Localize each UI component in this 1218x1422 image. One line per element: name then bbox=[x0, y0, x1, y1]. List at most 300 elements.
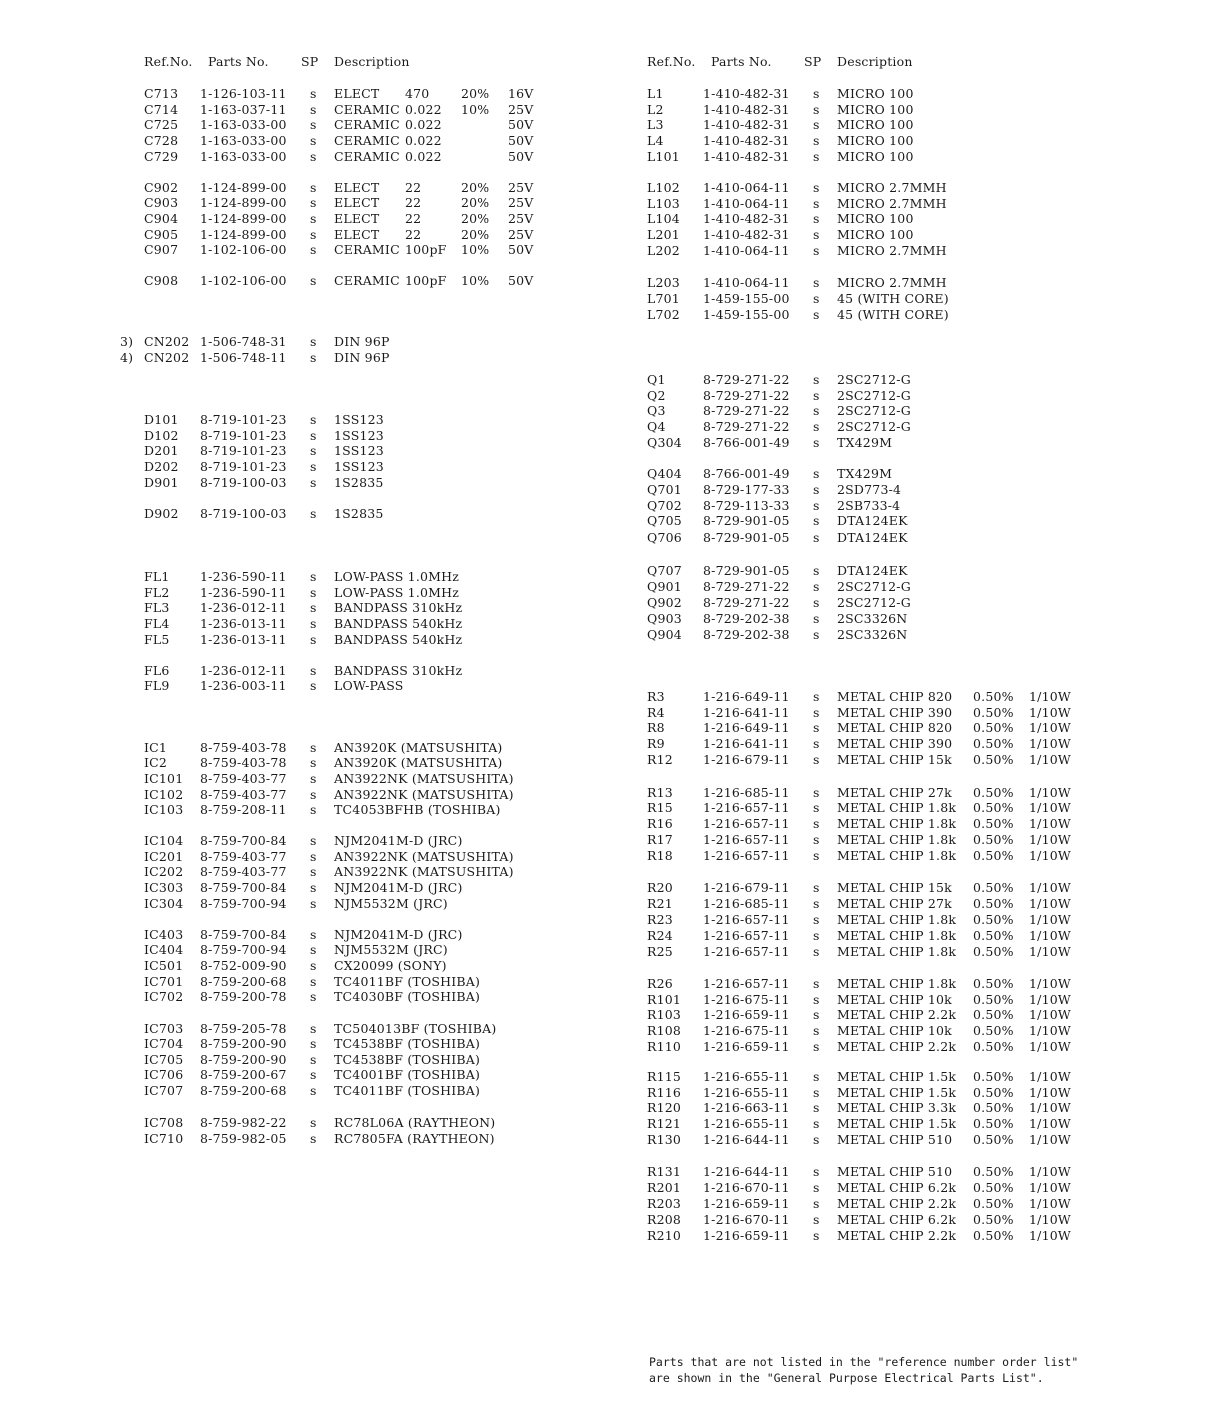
cell-sp: s bbox=[310, 133, 317, 148]
cell-v3: 16V bbox=[508, 86, 534, 101]
cell-pre: 3) bbox=[120, 334, 134, 349]
cell-part: 1-216-685-11 bbox=[703, 785, 790, 800]
cell-sp: s bbox=[813, 149, 820, 164]
cell-sp: s bbox=[310, 1083, 317, 1098]
cell-sp: s bbox=[310, 663, 317, 678]
cell-v1: 470 bbox=[405, 86, 430, 101]
cell-desc: 2SC2712-G bbox=[837, 372, 911, 387]
cell-sp: s bbox=[813, 275, 820, 290]
cell-sp: s bbox=[310, 211, 317, 226]
cell-desc: METAL CHIP 15k bbox=[837, 880, 952, 895]
cell-part: 1-216-657-11 bbox=[703, 816, 790, 831]
cell-ref: L4 bbox=[647, 133, 664, 148]
cell-desc: METAL CHIP 1.8k bbox=[837, 928, 957, 943]
cell-desc: MICRO 100 bbox=[837, 211, 914, 226]
cell-sp: s bbox=[813, 419, 820, 434]
cell-ref: R3 bbox=[647, 689, 665, 704]
cell-ref: C729 bbox=[144, 149, 179, 164]
parts-list-note bbox=[649, 1354, 1169, 1386]
note-line-1: Parts that are not listed in the "reference number order list" bbox=[649, 1355, 1079, 1369]
cell-sp: s bbox=[813, 800, 820, 815]
cell-watt: 1/10W bbox=[1029, 720, 1071, 735]
cell-ref: R110 bbox=[647, 1039, 682, 1054]
cell-watt: 1/10W bbox=[1029, 1228, 1071, 1243]
cell-desc: CERAMIC bbox=[334, 149, 400, 164]
cell-part: 1-216-670-11 bbox=[703, 1212, 790, 1227]
cell-tol: 0.50% bbox=[973, 1023, 1014, 1038]
cell-ref: D101 bbox=[144, 412, 179, 427]
cell-ref: C908 bbox=[144, 273, 179, 288]
cell-ref: L104 bbox=[647, 211, 680, 226]
left-header-parts: Parts No. bbox=[208, 54, 269, 69]
cell-v2: 20% bbox=[461, 227, 490, 242]
cell-tol: 0.50% bbox=[973, 912, 1014, 927]
cell-desc: TC504013BF (TOSHIBA) bbox=[334, 1021, 497, 1036]
cell-part: 8-719-101-23 bbox=[200, 443, 287, 458]
cell-tol: 0.50% bbox=[973, 1132, 1014, 1147]
cell-ref: L103 bbox=[647, 196, 680, 211]
cell-sp: s bbox=[310, 195, 317, 210]
cell-ref: R121 bbox=[647, 1116, 682, 1131]
cell-ref: R108 bbox=[647, 1023, 682, 1038]
cell-part: 8-759-403-77 bbox=[200, 864, 287, 879]
cell-desc: 2SD773-4 bbox=[837, 482, 902, 497]
cell-ref: R17 bbox=[647, 832, 673, 847]
cell-part: 1-216-655-11 bbox=[703, 1069, 790, 1084]
cell-desc: MICRO 2.7MMH bbox=[837, 243, 947, 258]
cell-part: 1-216-655-11 bbox=[703, 1116, 790, 1131]
cell-watt: 1/10W bbox=[1029, 848, 1071, 863]
cell-ref: R130 bbox=[647, 1132, 682, 1147]
cell-desc: MICRO 2.7MMH bbox=[837, 275, 947, 290]
cell-part: 8-759-200-67 bbox=[200, 1067, 287, 1082]
cell-sp: s bbox=[310, 600, 317, 615]
cell-sp: s bbox=[813, 482, 820, 497]
cell-watt: 1/10W bbox=[1029, 1039, 1071, 1054]
cell-ref: IC101 bbox=[144, 771, 184, 786]
cell-part: 1-410-482-31 bbox=[703, 86, 790, 101]
cell-sp: s bbox=[310, 350, 317, 365]
cell-desc: 2SC2712-G bbox=[837, 388, 911, 403]
cell-desc: RC78L06A (RAYTHEON) bbox=[334, 1115, 496, 1130]
cell-sp: s bbox=[813, 530, 820, 545]
cell-part: 1-216-657-11 bbox=[703, 848, 790, 863]
cell-ref: L702 bbox=[647, 307, 680, 322]
cell-ref: R23 bbox=[647, 912, 673, 927]
cell-sp: s bbox=[310, 958, 317, 973]
right-header-parts: Parts No. bbox=[711, 54, 772, 69]
cell-part: 1-124-899-00 bbox=[200, 195, 287, 210]
cell-desc: 2SC3326N bbox=[837, 627, 908, 642]
cell-tol: 0.50% bbox=[973, 896, 1014, 911]
cell-part: 8-729-901-05 bbox=[703, 530, 790, 545]
cell-ref: L701 bbox=[647, 291, 680, 306]
cell-sp: s bbox=[813, 976, 820, 991]
cell-ref: L101 bbox=[647, 149, 680, 164]
cell-part: 8-719-100-03 bbox=[200, 475, 287, 490]
cell-ref: L201 bbox=[647, 227, 680, 242]
cell-sp: s bbox=[310, 942, 317, 957]
cell-sp: s bbox=[310, 475, 317, 490]
cell-desc: BANDPASS 310kHz bbox=[334, 600, 463, 615]
cell-watt: 1/10W bbox=[1029, 752, 1071, 767]
cell-sp: s bbox=[813, 992, 820, 1007]
cell-v3: 50V bbox=[508, 133, 534, 148]
cell-part: 1-236-013-11 bbox=[200, 616, 287, 631]
cell-ref: D902 bbox=[144, 506, 179, 521]
cell-part: 1-216-675-11 bbox=[703, 1023, 790, 1038]
cell-watt: 1/10W bbox=[1029, 944, 1071, 959]
cell-part: 8-729-113-33 bbox=[703, 498, 790, 513]
cell-desc: METAL CHIP 1.8k bbox=[837, 976, 957, 991]
cell-v1: 0.022 bbox=[405, 102, 442, 117]
cell-ref: CN202 bbox=[144, 350, 190, 365]
cell-desc: AN3920K (MATSUSHITA) bbox=[334, 755, 503, 770]
cell-sp: s bbox=[813, 102, 820, 117]
cell-ref: D102 bbox=[144, 428, 179, 443]
cell-watt: 1/10W bbox=[1029, 976, 1071, 991]
cell-ref: R9 bbox=[647, 736, 665, 751]
cell-v3: 50V bbox=[508, 273, 534, 288]
cell-desc: TC4011BF (TOSHIBA) bbox=[334, 1083, 481, 1098]
cell-ref: L202 bbox=[647, 243, 680, 258]
cell-ref: R131 bbox=[647, 1164, 682, 1179]
cell-sp: s bbox=[813, 243, 820, 258]
cell-part: 8-766-001-49 bbox=[703, 435, 790, 450]
cell-part: 8-759-403-78 bbox=[200, 755, 287, 770]
cell-ref: IC701 bbox=[144, 974, 184, 989]
cell-part: 8-752-009-90 bbox=[200, 958, 287, 973]
cell-part: 8-759-982-22 bbox=[200, 1115, 287, 1130]
cell-sp: s bbox=[310, 632, 317, 647]
cell-tol: 0.50% bbox=[973, 976, 1014, 991]
cell-ref: C728 bbox=[144, 133, 179, 148]
cell-ref: R13 bbox=[647, 785, 673, 800]
cell-desc: METAL CHIP 2.2k bbox=[837, 1007, 957, 1022]
cell-tol: 0.50% bbox=[973, 928, 1014, 943]
cell-ref: IC702 bbox=[144, 989, 184, 1004]
cell-ref: Q4 bbox=[647, 419, 666, 434]
cell-ref: C904 bbox=[144, 211, 179, 226]
cell-part: 1-236-590-11 bbox=[200, 585, 287, 600]
cell-ref: Q701 bbox=[647, 482, 682, 497]
cell-v2: 20% bbox=[461, 211, 490, 226]
cell-v1: 0.022 bbox=[405, 133, 442, 148]
cell-sp: s bbox=[310, 242, 317, 257]
cell-desc: MICRO 100 bbox=[837, 133, 914, 148]
cell-desc: ELECT bbox=[334, 180, 380, 195]
cell-part: 1-163-033-00 bbox=[200, 149, 287, 164]
cell-watt: 1/10W bbox=[1029, 816, 1071, 831]
cell-desc: 45 (WITH CORE) bbox=[837, 291, 949, 306]
cell-sp: s bbox=[813, 513, 820, 528]
cell-part: 1-216-659-11 bbox=[703, 1196, 790, 1211]
cell-desc: ELECT bbox=[334, 86, 380, 101]
cell-v2: 10% bbox=[461, 102, 490, 117]
cell-sp: s bbox=[813, 705, 820, 720]
cell-ref: R12 bbox=[647, 752, 673, 767]
cell-ref: IC710 bbox=[144, 1131, 184, 1146]
cell-desc: METAL CHIP 1.8k bbox=[837, 800, 957, 815]
cell-part: 1-236-003-11 bbox=[200, 678, 287, 693]
cell-desc: 1SS123 bbox=[334, 443, 384, 458]
cell-desc: METAL CHIP 390 bbox=[837, 705, 953, 720]
cell-sp: s bbox=[813, 466, 820, 481]
cell-desc: BANDPASS 540kHz bbox=[334, 616, 463, 631]
cell-part: 1-410-482-31 bbox=[703, 211, 790, 226]
cell-desc: METAL CHIP 15k bbox=[837, 752, 952, 767]
cell-sp: s bbox=[310, 227, 317, 242]
cell-v1: 100pF bbox=[405, 273, 447, 288]
cell-part: 8-759-700-84 bbox=[200, 880, 287, 895]
cell-desc: TC4001BF (TOSHIBA) bbox=[334, 1067, 481, 1082]
cell-ref: Q1 bbox=[647, 372, 666, 387]
cell-v3: 25V bbox=[508, 195, 534, 210]
cell-part: 1-410-064-11 bbox=[703, 243, 790, 258]
cell-ref: R4 bbox=[647, 705, 665, 720]
cell-watt: 1/10W bbox=[1029, 880, 1071, 895]
cell-sp: s bbox=[813, 372, 820, 387]
cell-sp: s bbox=[813, 579, 820, 594]
cell-sp: s bbox=[310, 149, 317, 164]
cell-sp: s bbox=[310, 1052, 317, 1067]
cell-part: 1-216-675-11 bbox=[703, 992, 790, 1007]
cell-sp: s bbox=[310, 896, 317, 911]
cell-ref: IC102 bbox=[144, 787, 184, 802]
cell-desc: NJM2041M-D (JRC) bbox=[334, 880, 463, 895]
cell-tol: 0.50% bbox=[973, 1007, 1014, 1022]
cell-sp: s bbox=[310, 880, 317, 895]
cell-desc: DTA124EK bbox=[837, 513, 908, 528]
cell-part: 1-216-657-11 bbox=[703, 928, 790, 943]
cell-ref: C725 bbox=[144, 117, 179, 132]
cell-desc: MICRO 2.7MMH bbox=[837, 180, 947, 195]
cell-v1: 100pF bbox=[405, 242, 447, 257]
right-header-ref: Ref.No. bbox=[647, 54, 696, 69]
cell-desc: BANDPASS 310kHz bbox=[334, 663, 463, 678]
cell-desc: ELECT bbox=[334, 211, 380, 226]
cell-ref: R15 bbox=[647, 800, 673, 815]
cell-desc: METAL CHIP 1.8k bbox=[837, 848, 957, 863]
cell-desc: CERAMIC bbox=[334, 117, 400, 132]
cell-part: 8-759-200-68 bbox=[200, 1083, 287, 1098]
cell-tol: 0.50% bbox=[973, 848, 1014, 863]
cell-sp: s bbox=[813, 133, 820, 148]
cell-sp: s bbox=[813, 848, 820, 863]
cell-ref: L3 bbox=[647, 117, 664, 132]
cell-desc: 1SS123 bbox=[334, 412, 384, 427]
cell-sp: s bbox=[813, 912, 820, 927]
cell-part: 1-216-644-11 bbox=[703, 1164, 790, 1179]
cell-sp: s bbox=[310, 117, 317, 132]
cell-part: 1-102-106-00 bbox=[200, 273, 287, 288]
cell-tol: 0.50% bbox=[973, 705, 1014, 720]
cell-desc: METAL CHIP 6.2k bbox=[837, 1212, 957, 1227]
cell-tol: 0.50% bbox=[973, 785, 1014, 800]
cell-desc: METAL CHIP 1.8k bbox=[837, 944, 957, 959]
cell-sp: s bbox=[310, 771, 317, 786]
cell-part: 1-126-103-11 bbox=[200, 86, 287, 101]
cell-tol: 0.50% bbox=[973, 1196, 1014, 1211]
cell-part: 8-759-403-78 bbox=[200, 740, 287, 755]
cell-watt: 1/10W bbox=[1029, 912, 1071, 927]
cell-ref: R103 bbox=[647, 1007, 682, 1022]
cell-watt: 1/10W bbox=[1029, 1180, 1071, 1195]
cell-part: 1-410-482-31 bbox=[703, 227, 790, 242]
cell-desc: BANDPASS 540kHz bbox=[334, 632, 463, 647]
cell-desc: METAL CHIP 390 bbox=[837, 736, 953, 751]
cell-tol: 0.50% bbox=[973, 800, 1014, 815]
cell-ref: R201 bbox=[647, 1180, 682, 1195]
cell-desc: MICRO 100 bbox=[837, 149, 914, 164]
cell-v1: 22 bbox=[405, 180, 422, 195]
cell-watt: 1/10W bbox=[1029, 689, 1071, 704]
cell-desc: METAL CHIP 820 bbox=[837, 689, 953, 704]
cell-watt: 1/10W bbox=[1029, 1212, 1071, 1227]
cell-ref: R24 bbox=[647, 928, 673, 943]
cell-part: 8-759-403-77 bbox=[200, 771, 287, 786]
cell-part: 1-163-037-11 bbox=[200, 102, 287, 117]
cell-ref: IC703 bbox=[144, 1021, 184, 1036]
cell-ref: IC404 bbox=[144, 942, 184, 957]
cell-ref: D201 bbox=[144, 443, 179, 458]
cell-desc: METAL CHIP 2.2k bbox=[837, 1039, 957, 1054]
cell-sp: s bbox=[813, 227, 820, 242]
cell-sp: s bbox=[813, 832, 820, 847]
cell-part: 8-729-271-22 bbox=[703, 595, 790, 610]
cell-sp: s bbox=[813, 1116, 820, 1131]
cell-desc: RC7805FA (RAYTHEON) bbox=[334, 1131, 495, 1146]
cell-ref: IC706 bbox=[144, 1067, 184, 1082]
cell-part: 1-506-748-31 bbox=[200, 334, 287, 349]
cell-desc: METAL CHIP 6.2k bbox=[837, 1180, 957, 1195]
cell-desc: NJM5532M (JRC) bbox=[334, 942, 448, 957]
cell-desc: 1S2835 bbox=[334, 475, 384, 490]
cell-part: 1-506-748-11 bbox=[200, 350, 287, 365]
cell-part: 1-410-064-11 bbox=[703, 275, 790, 290]
cell-part: 1-216-679-11 bbox=[703, 752, 790, 767]
cell-ref: Q901 bbox=[647, 579, 682, 594]
cell-part: 8-759-200-90 bbox=[200, 1052, 287, 1067]
cell-desc: DIN 96P bbox=[334, 350, 390, 365]
cell-sp: s bbox=[310, 180, 317, 195]
cell-sp: s bbox=[813, 1085, 820, 1100]
cell-desc: METAL CHIP 1.8k bbox=[837, 816, 957, 831]
cell-v2: 20% bbox=[461, 86, 490, 101]
cell-part: 1-216-649-11 bbox=[703, 720, 790, 735]
cell-tol: 0.50% bbox=[973, 1116, 1014, 1131]
cell-part: 8-759-200-90 bbox=[200, 1036, 287, 1051]
cell-ref: L1 bbox=[647, 86, 664, 101]
cell-ref: R8 bbox=[647, 720, 665, 735]
cell-ref: Q702 bbox=[647, 498, 682, 513]
cell-part: 8-759-205-78 bbox=[200, 1021, 287, 1036]
cell-desc: METAL CHIP 820 bbox=[837, 720, 953, 735]
cell-sp: s bbox=[310, 802, 317, 817]
cell-desc: 45 (WITH CORE) bbox=[837, 307, 949, 322]
cell-sp: s bbox=[813, 563, 820, 578]
cell-desc: METAL CHIP 27k bbox=[837, 785, 952, 800]
cell-ref: L102 bbox=[647, 180, 680, 195]
cell-sp: s bbox=[813, 1039, 820, 1054]
cell-part: 8-759-208-11 bbox=[200, 802, 287, 817]
cell-part: 8-766-001-49 bbox=[703, 466, 790, 481]
cell-desc: ELECT bbox=[334, 227, 380, 242]
cell-sp: s bbox=[310, 459, 317, 474]
cell-part: 1-410-482-31 bbox=[703, 149, 790, 164]
cell-tol: 0.50% bbox=[973, 1100, 1014, 1115]
cell-sp: s bbox=[310, 864, 317, 879]
cell-tol: 0.50% bbox=[973, 720, 1014, 735]
cell-part: 8-719-100-03 bbox=[200, 506, 287, 521]
cell-tol: 0.50% bbox=[973, 992, 1014, 1007]
cell-ref: IC104 bbox=[144, 833, 184, 848]
cell-sp: s bbox=[813, 86, 820, 101]
right-header-sp: SP bbox=[804, 54, 822, 69]
cell-part: 8-729-271-22 bbox=[703, 419, 790, 434]
cell-part: 1-216-685-11 bbox=[703, 896, 790, 911]
cell-part: 1-124-899-00 bbox=[200, 180, 287, 195]
cell-part: 8-719-101-23 bbox=[200, 428, 287, 443]
cell-watt: 1/10W bbox=[1029, 705, 1071, 720]
cell-desc: METAL CHIP 1.8k bbox=[837, 912, 957, 927]
cell-sp: s bbox=[310, 102, 317, 117]
cell-v3: 25V bbox=[508, 211, 534, 226]
cell-v2: 10% bbox=[461, 242, 490, 257]
cell-part: 1-216-659-11 bbox=[703, 1228, 790, 1243]
note-line-2: are shown in the "General Purpose Electrical Parts List". bbox=[649, 1371, 1044, 1385]
cell-sp: s bbox=[310, 1036, 317, 1051]
cell-ref: R208 bbox=[647, 1212, 682, 1227]
cell-part: 1-216-641-11 bbox=[703, 705, 790, 720]
cell-part: 8-729-271-22 bbox=[703, 388, 790, 403]
cell-sp: s bbox=[813, 689, 820, 704]
cell-ref: IC103 bbox=[144, 802, 184, 817]
cell-sp: s bbox=[813, 1100, 820, 1115]
cell-sp: s bbox=[310, 569, 317, 584]
cell-desc: TC4538BF (TOSHIBA) bbox=[334, 1036, 481, 1051]
cell-sp: s bbox=[310, 849, 317, 864]
cell-part: 1-124-899-00 bbox=[200, 211, 287, 226]
cell-desc: AN3922NK (MATSUSHITA) bbox=[334, 864, 514, 879]
cell-part: 1-410-482-31 bbox=[703, 133, 790, 148]
cell-desc: 1SS123 bbox=[334, 459, 384, 474]
cell-watt: 1/10W bbox=[1029, 1164, 1071, 1179]
cell-part: 1-216-659-11 bbox=[703, 1007, 790, 1022]
cell-desc: NJM2041M-D (JRC) bbox=[334, 833, 463, 848]
cell-desc: CX20099 (SONY) bbox=[334, 958, 447, 973]
cell-watt: 1/10W bbox=[1029, 1132, 1071, 1147]
cell-part: 1-216-655-11 bbox=[703, 1085, 790, 1100]
cell-ref: L2 bbox=[647, 102, 664, 117]
cell-part: 1-216-659-11 bbox=[703, 1039, 790, 1054]
cell-part: 1-216-679-11 bbox=[703, 880, 790, 895]
cell-sp: s bbox=[310, 86, 317, 101]
left-header-description: Description bbox=[334, 54, 410, 69]
cell-sp: s bbox=[813, 307, 820, 322]
cell-ref: IC501 bbox=[144, 958, 184, 973]
cell-part: 1-102-106-00 bbox=[200, 242, 287, 257]
cell-ref: FL4 bbox=[144, 616, 170, 631]
cell-desc: 2SB733-4 bbox=[837, 498, 901, 513]
cell-part: 8-729-271-22 bbox=[703, 579, 790, 594]
cell-v1: 22 bbox=[405, 211, 422, 226]
cell-sp: s bbox=[310, 616, 317, 631]
cell-watt: 1/10W bbox=[1029, 1007, 1071, 1022]
cell-ref: D202 bbox=[144, 459, 179, 474]
cell-desc: METAL CHIP 27k bbox=[837, 896, 952, 911]
cell-desc: TC4538BF (TOSHIBA) bbox=[334, 1052, 481, 1067]
